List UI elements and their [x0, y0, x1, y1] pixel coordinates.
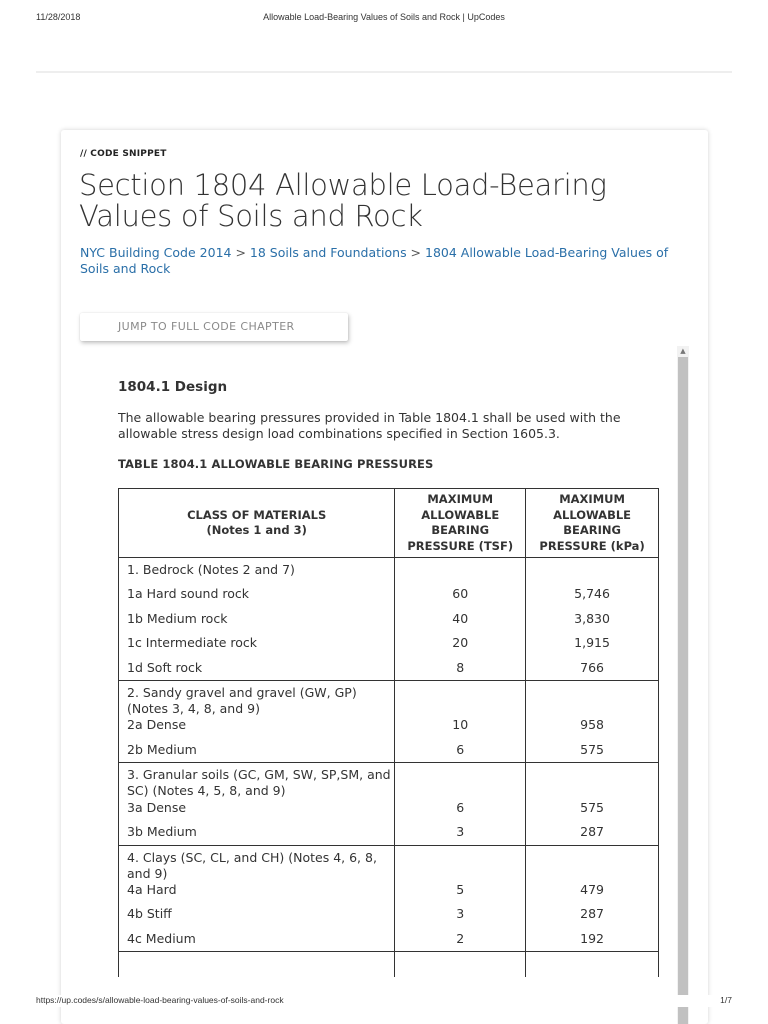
material-cell: [119, 763, 395, 845]
blank-line: [395, 681, 525, 714]
material-name: 3a Dense: [127, 799, 187, 815]
kpa-cell: [526, 763, 659, 845]
tsf-cell: [395, 558, 526, 681]
header-line: PRESSURE (TSF): [407, 538, 514, 553]
table-row-group-clays: [119, 845, 659, 952]
tsf-value: 20: [452, 635, 469, 651]
tsf-value: 60: [452, 586, 469, 602]
breadcrumb-link-section[interactable]: 1804 Allowable Load-Bearing Values of Soils and Rock: [80, 245, 669, 276]
kpa-value: 3,830: [574, 610, 610, 626]
blank-line: [395, 952, 525, 976]
tsf-cell: [395, 763, 526, 845]
tsf-value: 8: [456, 659, 465, 675]
breadcrumb-separator: >: [231, 245, 250, 260]
material-cell: [119, 680, 395, 762]
header-line: (Notes 1 and 3): [206, 523, 307, 537]
blank-cell: [119, 952, 395, 977]
group-heading: 4. Clays (SC, CL, and CH) (Notes 4, 6, 8, and 9): [127, 849, 377, 881]
group-heading: 1. Bedrock (Notes 2 and 7): [127, 562, 295, 577]
header-class-of-materials: [119, 489, 395, 558]
header-pressure-kpa: [526, 489, 659, 558]
blank-line: [395, 763, 525, 796]
kpa-value: 575: [580, 799, 604, 815]
material-name: 3b Medium: [127, 824, 197, 840]
code-snippet-card: [61, 130, 708, 1024]
table-row-group-bedrock: [119, 558, 659, 681]
header-line: ALLOWABLE: [553, 507, 632, 522]
tsf-value: 2: [456, 930, 465, 946]
kpa-value: 958: [580, 717, 604, 733]
table-row-group-granular: [119, 763, 659, 845]
scroll-up-arrow-icon[interactable]: ▲: [680, 347, 686, 355]
material-name: 1b Medium rock: [127, 610, 228, 626]
material-cell: [119, 558, 395, 681]
blank-line: [119, 952, 394, 976]
tsf-cell: [395, 845, 526, 952]
snippet-content-frame: [80, 346, 689, 1024]
print-header: [36, 12, 732, 26]
breadcrumb-link-code[interactable]: NYC Building Code 2014: [80, 245, 232, 260]
tsf-value: 40: [452, 610, 469, 626]
print-url: https://up.codes/s/allowable-load-bearing-values-of-soils-and-rock: [36, 995, 284, 1005]
tsf-value: 10: [452, 717, 469, 733]
snippet-label: // CODE SNIPPET: [80, 149, 167, 159]
section-title: Section 1804 Allowable Load-Bearing Values of Soils and Rock: [79, 168, 607, 233]
blank-line: [526, 846, 658, 879]
breadcrumb-separator: >: [406, 245, 425, 260]
page-number: 1/7: [720, 995, 732, 1005]
scrollbar-thumb[interactable]: [678, 357, 688, 1024]
kpa-value: 575: [580, 741, 604, 757]
table-row-continued: [119, 952, 659, 977]
header-line: PRESSURE (kPa): [539, 538, 645, 553]
header-divider: [36, 71, 732, 73]
jump-to-chapter-button[interactable]: JUMP TO FULL CODE CHAPTER: [80, 313, 348, 341]
material-name: 1c Intermediate rock: [127, 635, 258, 651]
group-heading: 3. Granular soils (GC, GM, SW, SP,SM, and SC) (Notes 4, 5, 8, and 9): [127, 767, 391, 799]
kpa-value: 287: [580, 906, 604, 922]
blank-line: [526, 763, 658, 796]
material-name: 4c Medium: [127, 930, 196, 946]
material-name: 2b Medium: [127, 741, 197, 757]
kpa-cell: [526, 845, 659, 952]
blank-line: [395, 846, 525, 879]
blank-line: [526, 681, 658, 714]
kpa-value: 479: [580, 882, 604, 898]
header-pressure-tsf: [395, 489, 526, 558]
header-line: BEARING: [563, 523, 621, 537]
kpa-cell: [526, 558, 659, 681]
kpa-value: 5,746: [574, 586, 610, 602]
blank-line: [526, 952, 658, 976]
kpa-value: 1,915: [574, 635, 610, 651]
kpa-cell: [526, 680, 659, 762]
kpa-value: 766: [580, 659, 604, 675]
print-date: 11/28/2018: [36, 12, 81, 22]
breadcrumb: [80, 245, 695, 277]
print-footer: [36, 995, 732, 1007]
blank-cell: [395, 952, 526, 977]
header-line: MAXIMUM: [427, 492, 494, 506]
design-paragraph: The allowable bearing pressures provided in Table 1804.1 shall be used with the allowable stress design load combinations specified in Section 1605.3.: [118, 410, 621, 441]
tsf-value: 6: [456, 799, 465, 815]
blank-cell: [526, 952, 659, 977]
tsf-value: 3: [456, 906, 465, 922]
bearing-pressure-table: [118, 488, 659, 977]
header-line: MAXIMUM: [559, 492, 625, 506]
material-cell: [119, 845, 395, 952]
table-row-group-gravel: [119, 680, 659, 762]
material-name: 2a Dense: [127, 717, 187, 733]
print-page-title: Allowable Load-Bearing Values of Soils and Rock | UpCodes: [263, 12, 505, 22]
breadcrumb-link-chapter[interactable]: 18 Soils and Foundations: [249, 245, 407, 260]
table-header-row: [119, 489, 659, 558]
tsf-value: 5: [456, 882, 465, 898]
blank-line: [395, 558, 525, 582]
header-line: BEARING: [431, 523, 490, 537]
kpa-value: 287: [580, 824, 604, 840]
kpa-value: 192: [580, 930, 604, 946]
header-line: ALLOWABLE: [421, 507, 500, 522]
material-name: 4b Stiff: [127, 906, 172, 922]
material-name: 1a Hard sound rock: [127, 586, 250, 602]
header-line: CLASS OF MATERIALS: [187, 507, 327, 522]
content-scrollbar[interactable]: [677, 346, 689, 1024]
table-caption: TABLE 1804.1 ALLOWABLE BEARING PRESSURES: [118, 457, 434, 471]
group-heading: 2. Sandy gravel and gravel (GW, GP) (Notes 3, 4, 8, and 9): [127, 684, 357, 716]
tsf-cell: [395, 680, 526, 762]
blank-line: [526, 558, 658, 582]
tsf-value: 6: [456, 741, 465, 757]
tsf-value: 3: [456, 824, 465, 840]
material-name: 4a Hard: [127, 882, 177, 898]
material-name: 1d Soft rock: [127, 659, 203, 675]
subsection-title: 1804.1 Design: [118, 379, 228, 395]
